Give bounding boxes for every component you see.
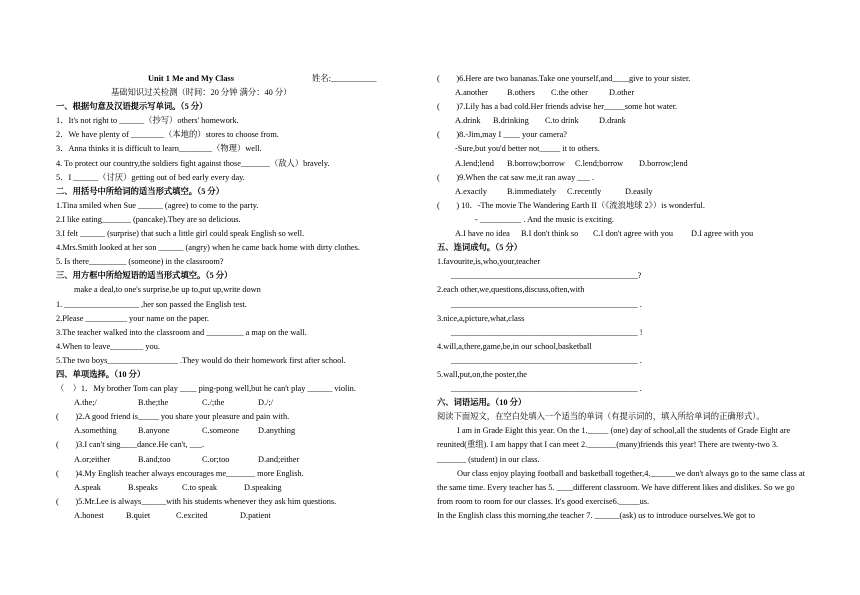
mc-question: ( )8.-Jim,may I ____ your camera? — [437, 130, 567, 140]
scrambled-words: 5.wall,put,on,the poster,the — [437, 369, 527, 379]
mc-option: A.speak — [74, 482, 101, 492]
mc-option: C.lend;borrow — [575, 158, 624, 168]
question-item: 3．Anna thinks it is difficult to learn________（物理）well. — [56, 144, 262, 154]
mc-options — [437, 185, 807, 199]
question-item: 4.When to leave________ you. — [56, 341, 160, 351]
section-5-heading: 五、连词成句。（5 分） — [437, 243, 523, 253]
worksheet-title: Unit 1 Me and My Class — [148, 74, 234, 83]
mc-question: ( )3.I can't sing____dance.He can't, ___. — [56, 440, 205, 450]
mc-option: B.immediately — [507, 186, 557, 196]
mc-options — [56, 396, 418, 410]
mc-option: B.the;the — [138, 398, 169, 408]
scrambled-words: 1.favourite,is,who,your,teacher — [437, 257, 541, 267]
scrambled-words: 2.each other,we,questions,discuss,often,with — [437, 285, 585, 295]
question-item: 1.Tina smiled when Sue ______ (agree) to come to the party. — [56, 200, 259, 210]
answer-line: _____________________________________________ ! — [451, 327, 643, 337]
mc-option: B.and;too — [138, 454, 171, 464]
question-item: 5.The two boys_________________ .They would do their homework first after school. — [56, 355, 346, 365]
answer-line: _____________________________________________ . — [451, 299, 642, 309]
answer-line: _____________________________________________? — [451, 271, 642, 281]
mc-option: C.or;too — [202, 454, 230, 464]
question-item: 3.I felt ______ (surprise) that such a little girl could speak English so well. — [56, 229, 305, 239]
mc-question-reply: - __________ . And the music is exciting. — [475, 214, 614, 224]
mc-option: D.other — [609, 88, 635, 98]
mc-option: D./;/ — [258, 398, 273, 408]
mc-option: A.lend;lend — [455, 158, 494, 168]
question-item: 2．We have plenty of ________（本地的）stores to choose from. — [56, 130, 279, 140]
passage-paragraph: I am in Grade Eight this year. On the 1._____ (one) day of school,all the students of Grade Eight are reunited(重组). I am happy that I can meet 2._______(many)friends this year! There are twenty-two 3. _______ (student) in our class. — [437, 426, 791, 464]
mc-options — [437, 227, 807, 241]
mc-question: ( )7.Lily has a bad cold.Her friends advise her_____some hot water. — [437, 102, 678, 112]
mc-question: ( ) 10．-The movie The Wandering Earth II（《流浪地球 2》）is wonderful. — [437, 200, 705, 210]
mc-option: A.exactly — [455, 186, 488, 196]
worksheet-header — [56, 72, 418, 86]
section-6-instruction: 阅读下面短文，在空白处填入一个适当的单词（有提示词的，填入所给单词的正确形式）。 — [437, 412, 765, 422]
mc-option: D.borrow;lend — [639, 158, 688, 168]
mc-option: A.something — [74, 426, 117, 436]
mc-option: B.others — [507, 88, 535, 98]
question-item: 1．It's not right to ______（抄写）others' homework. — [56, 116, 239, 126]
mc-option: C.to drink — [545, 116, 579, 126]
mc-option: C.someone — [202, 426, 240, 436]
scrambled-words: 4.will,a,there,game,be,in our school,basketball — [437, 341, 592, 351]
section-1-heading: 一、根据句意及汉语提示写单词。（5 分） — [56, 102, 208, 112]
mc-option: A.the;/ — [74, 398, 97, 408]
mc-option: A.I have no idea — [455, 229, 510, 239]
mc-option: D.I agree with you — [691, 229, 754, 239]
mc-option: B.drinking — [493, 116, 529, 126]
mc-option: B.quiet — [126, 510, 151, 520]
mc-question: （ ）1．My brother Tom can play ____ ping-pong well,but he can't play ______ violin. — [56, 384, 356, 394]
section-4-heading: 四、单项选择。（10 分） — [56, 369, 146, 379]
mc-option: B.anyone — [138, 426, 170, 436]
mc-option: C.excited — [176, 510, 208, 520]
mc-option: D.easily — [625, 186, 653, 196]
mc-option: D.speaking — [244, 482, 282, 492]
name-field-label: 姓名:___________ — [312, 74, 377, 83]
question-item: 1. __________________ ,her son passed the English test. — [56, 299, 247, 309]
mc-option: D.and;either — [258, 454, 300, 464]
mc-options — [437, 86, 807, 100]
mc-option: C.the other — [551, 88, 588, 98]
question-item: 3.The teacher walked into the classroom and _________ a map on the wall. — [56, 327, 307, 337]
question-item: 5. Is there_________ (someone) in the classroom? — [56, 257, 224, 267]
mc-question: ( )6.Here are two bananas.Take one yourself,and____give to your sister. — [437, 74, 691, 83]
question-item: 5．I ______（讨厌）getting out of bed early every day. — [56, 172, 245, 182]
mc-option: B.speaks — [128, 482, 158, 492]
scrambled-words: 3.nice,a,picture,what,class — [437, 313, 525, 323]
worksheet-subtitle: 基础知识过关检测（时间：20 分钟 满分：40 分） — [111, 88, 292, 98]
mc-option: D.drank — [599, 116, 626, 126]
mc-option: A.or;either — [74, 454, 111, 464]
mc-options — [56, 453, 418, 467]
phrase-box: make a deal,to one's surprise,be up to,put up,write down — [74, 285, 261, 295]
mc-option: C.recently — [567, 186, 602, 196]
mc-option: B.borrow;borrow — [507, 158, 565, 168]
mc-question: ( )4.My English teacher always encourages me_______ more English. — [56, 468, 304, 478]
mc-option: C./;the — [202, 398, 225, 408]
passage-paragraph: Our class enjoy playing football and basketball together,4.______we don't always go to the same class at the same time. Every teacher has 5. ____different classroom. We have different likes and dislikes. So we go from room to room for our classes. It's good exercise6._____us. — [437, 468, 805, 506]
right-column — [437, 72, 807, 523]
mc-option: C.to speak — [182, 482, 218, 492]
mc-question: ( )5.Mr.Lee is always______with his students whenever they ask him questions. — [56, 496, 337, 506]
mc-option: D.patient — [240, 510, 271, 520]
section-3-heading: 三、用方框中所给短语的适当形式填空。（5 分） — [56, 271, 233, 281]
passage-paragraph: In the English class this morning,the teacher 7. ______(ask) us to introduce ourselves.We got to — [437, 510, 756, 520]
mc-option: C.I don't agree with you — [593, 229, 674, 239]
mc-option: A.drink — [455, 116, 481, 126]
mc-options — [56, 424, 418, 438]
answer-line: _____________________________________________ . — [451, 355, 642, 365]
mc-option: A.another — [455, 88, 488, 98]
question-item: 4.Mrs.Smith looked at her son ______ (angry) when he came back home with dirty clothes. — [56, 243, 360, 253]
mc-option: A.honest — [74, 510, 104, 520]
question-item: 2.Please __________ your name on the paper. — [56, 313, 209, 323]
mc-options — [56, 509, 418, 523]
question-item: 4. To protect our country,the soldiers fight against those_______（敌人）bravely. — [56, 158, 330, 168]
question-item: 2.I like eating_______ (pancake).They are so delicious. — [56, 214, 241, 224]
mc-options — [437, 114, 807, 128]
left-column — [56, 72, 418, 523]
mc-question-reply: -Sure,but you'd better not_____ it to others. — [455, 144, 600, 154]
mc-options — [56, 481, 418, 495]
mc-question: ( )9.When the cat saw me,it ran away ___ . — [437, 172, 594, 182]
section-6-heading: 六、词语运用。（10 分） — [437, 398, 527, 408]
mc-option: D.anything — [258, 426, 296, 436]
mc-question: ( )2.A good friend is_____ you share your pleasure and pain with. — [56, 412, 290, 422]
section-2-heading: 二、用括号中所给词的适当形式填空。（5 分） — [56, 186, 225, 196]
mc-option: B.I don't think so — [521, 229, 579, 239]
mc-options — [437, 157, 807, 171]
answer-line: _____________________________________________ . — [451, 384, 642, 394]
